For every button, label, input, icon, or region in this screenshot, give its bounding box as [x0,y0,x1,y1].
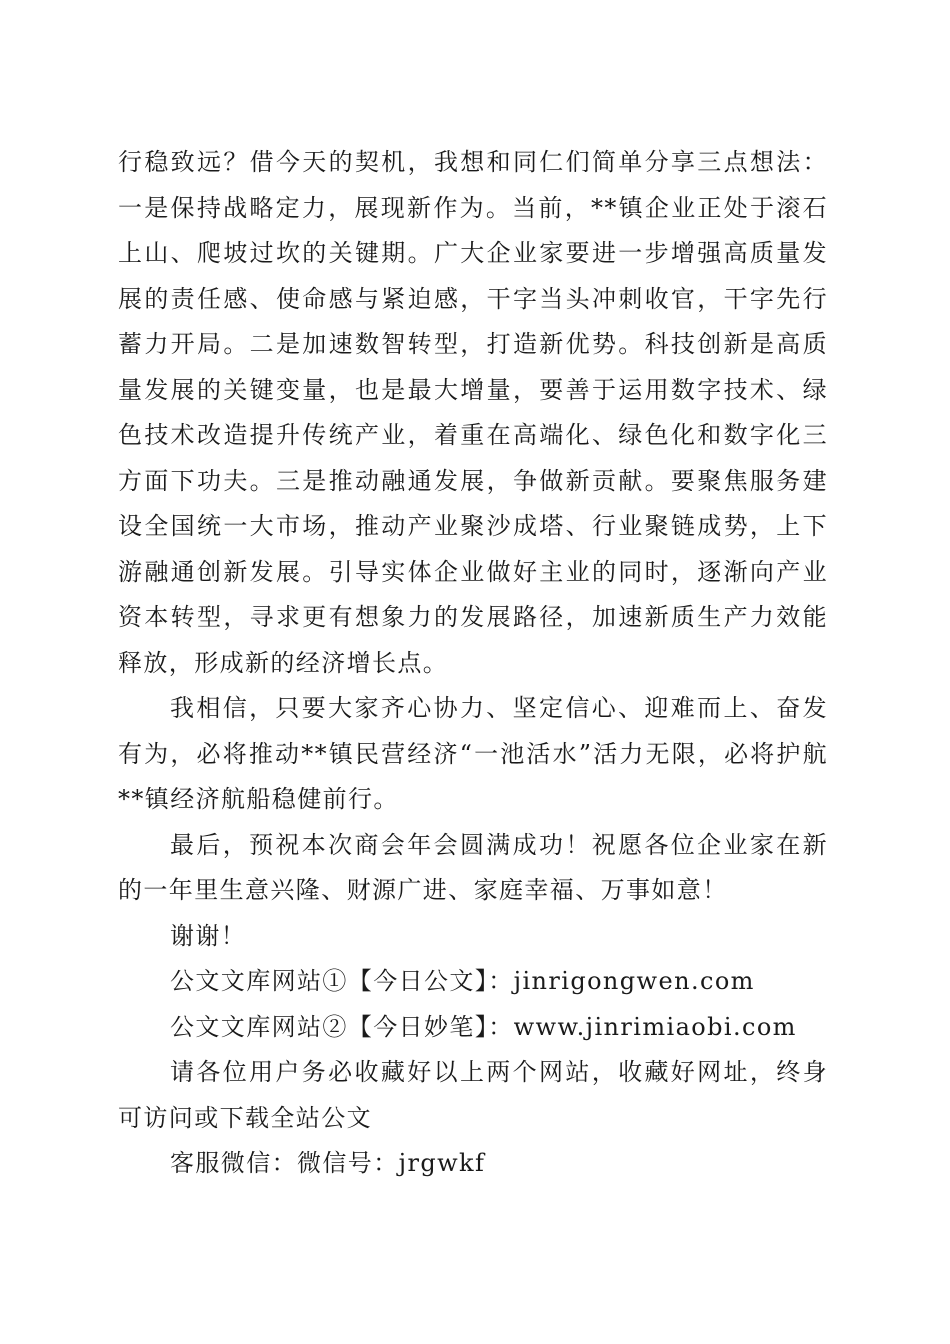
customer-service-wechat: 客服微信：微信号：jrgwkf [170,1149,486,1177]
body-paragraph-confidence: 我相信，只要大家齐心协力、坚定信心、迎难而上、奋发有为，必将推动**镇民营经济“一池活水”活力无限，必将护航**镇经济航船稳健前行。 [118,694,828,813]
bookmark-notice: 请各位用户务必收藏好以上两个网站，收藏好网址，终身可访问或下载全站公文 [118,1058,828,1132]
document-page [118,140,828,1187]
body-paragraph-strategy: 行稳致远？借今天的契机，我想和同仁们简单分享三点想法：一是保持战略定力，展现新作为。当前，**镇企业正处于滚石上山、爬坡过坎的关键期。广大企业家要进一步增强高质量发展的责任感、使命感与紧迫感，干字当头冲刺收官，干字先行蓄力开局。二是加速数智转型，打造新优势。科技创新是高质量发展的关键变量，也是最大增量，要善于运用数字技术、绿色技术改造提升传统产业，着重在高端化、绿色化和数字化三方面下功夫。三是推动融通发展，争做新贡献。要聚焦服务建设全国统一大市场，推动产业聚沙成塔、行业聚链成势，上下游融通创新发展。引导实体企业做好主业的同时，逐渐向产业资本转型，寻求更有想象力的发展路径，加速新质生产力效能释放，形成新的经济增长点。 [118,148,828,677]
website-line-2: 公文文库网站②【今日妙笔】：www.jinrimiaobi.com [170,1012,797,1041]
website-line-1: 公文文库网站①【今日公文】：jinrigongwen.com [170,967,755,995]
closing-thanks: 谢谢！ [170,921,247,950]
body-paragraph-wishes: 最后，预祝本次商会年会圆满成功！祝愿各位企业家在新的一年里生意兴隆、财源广进、家庭幸福、万事如意！ [118,830,828,904]
